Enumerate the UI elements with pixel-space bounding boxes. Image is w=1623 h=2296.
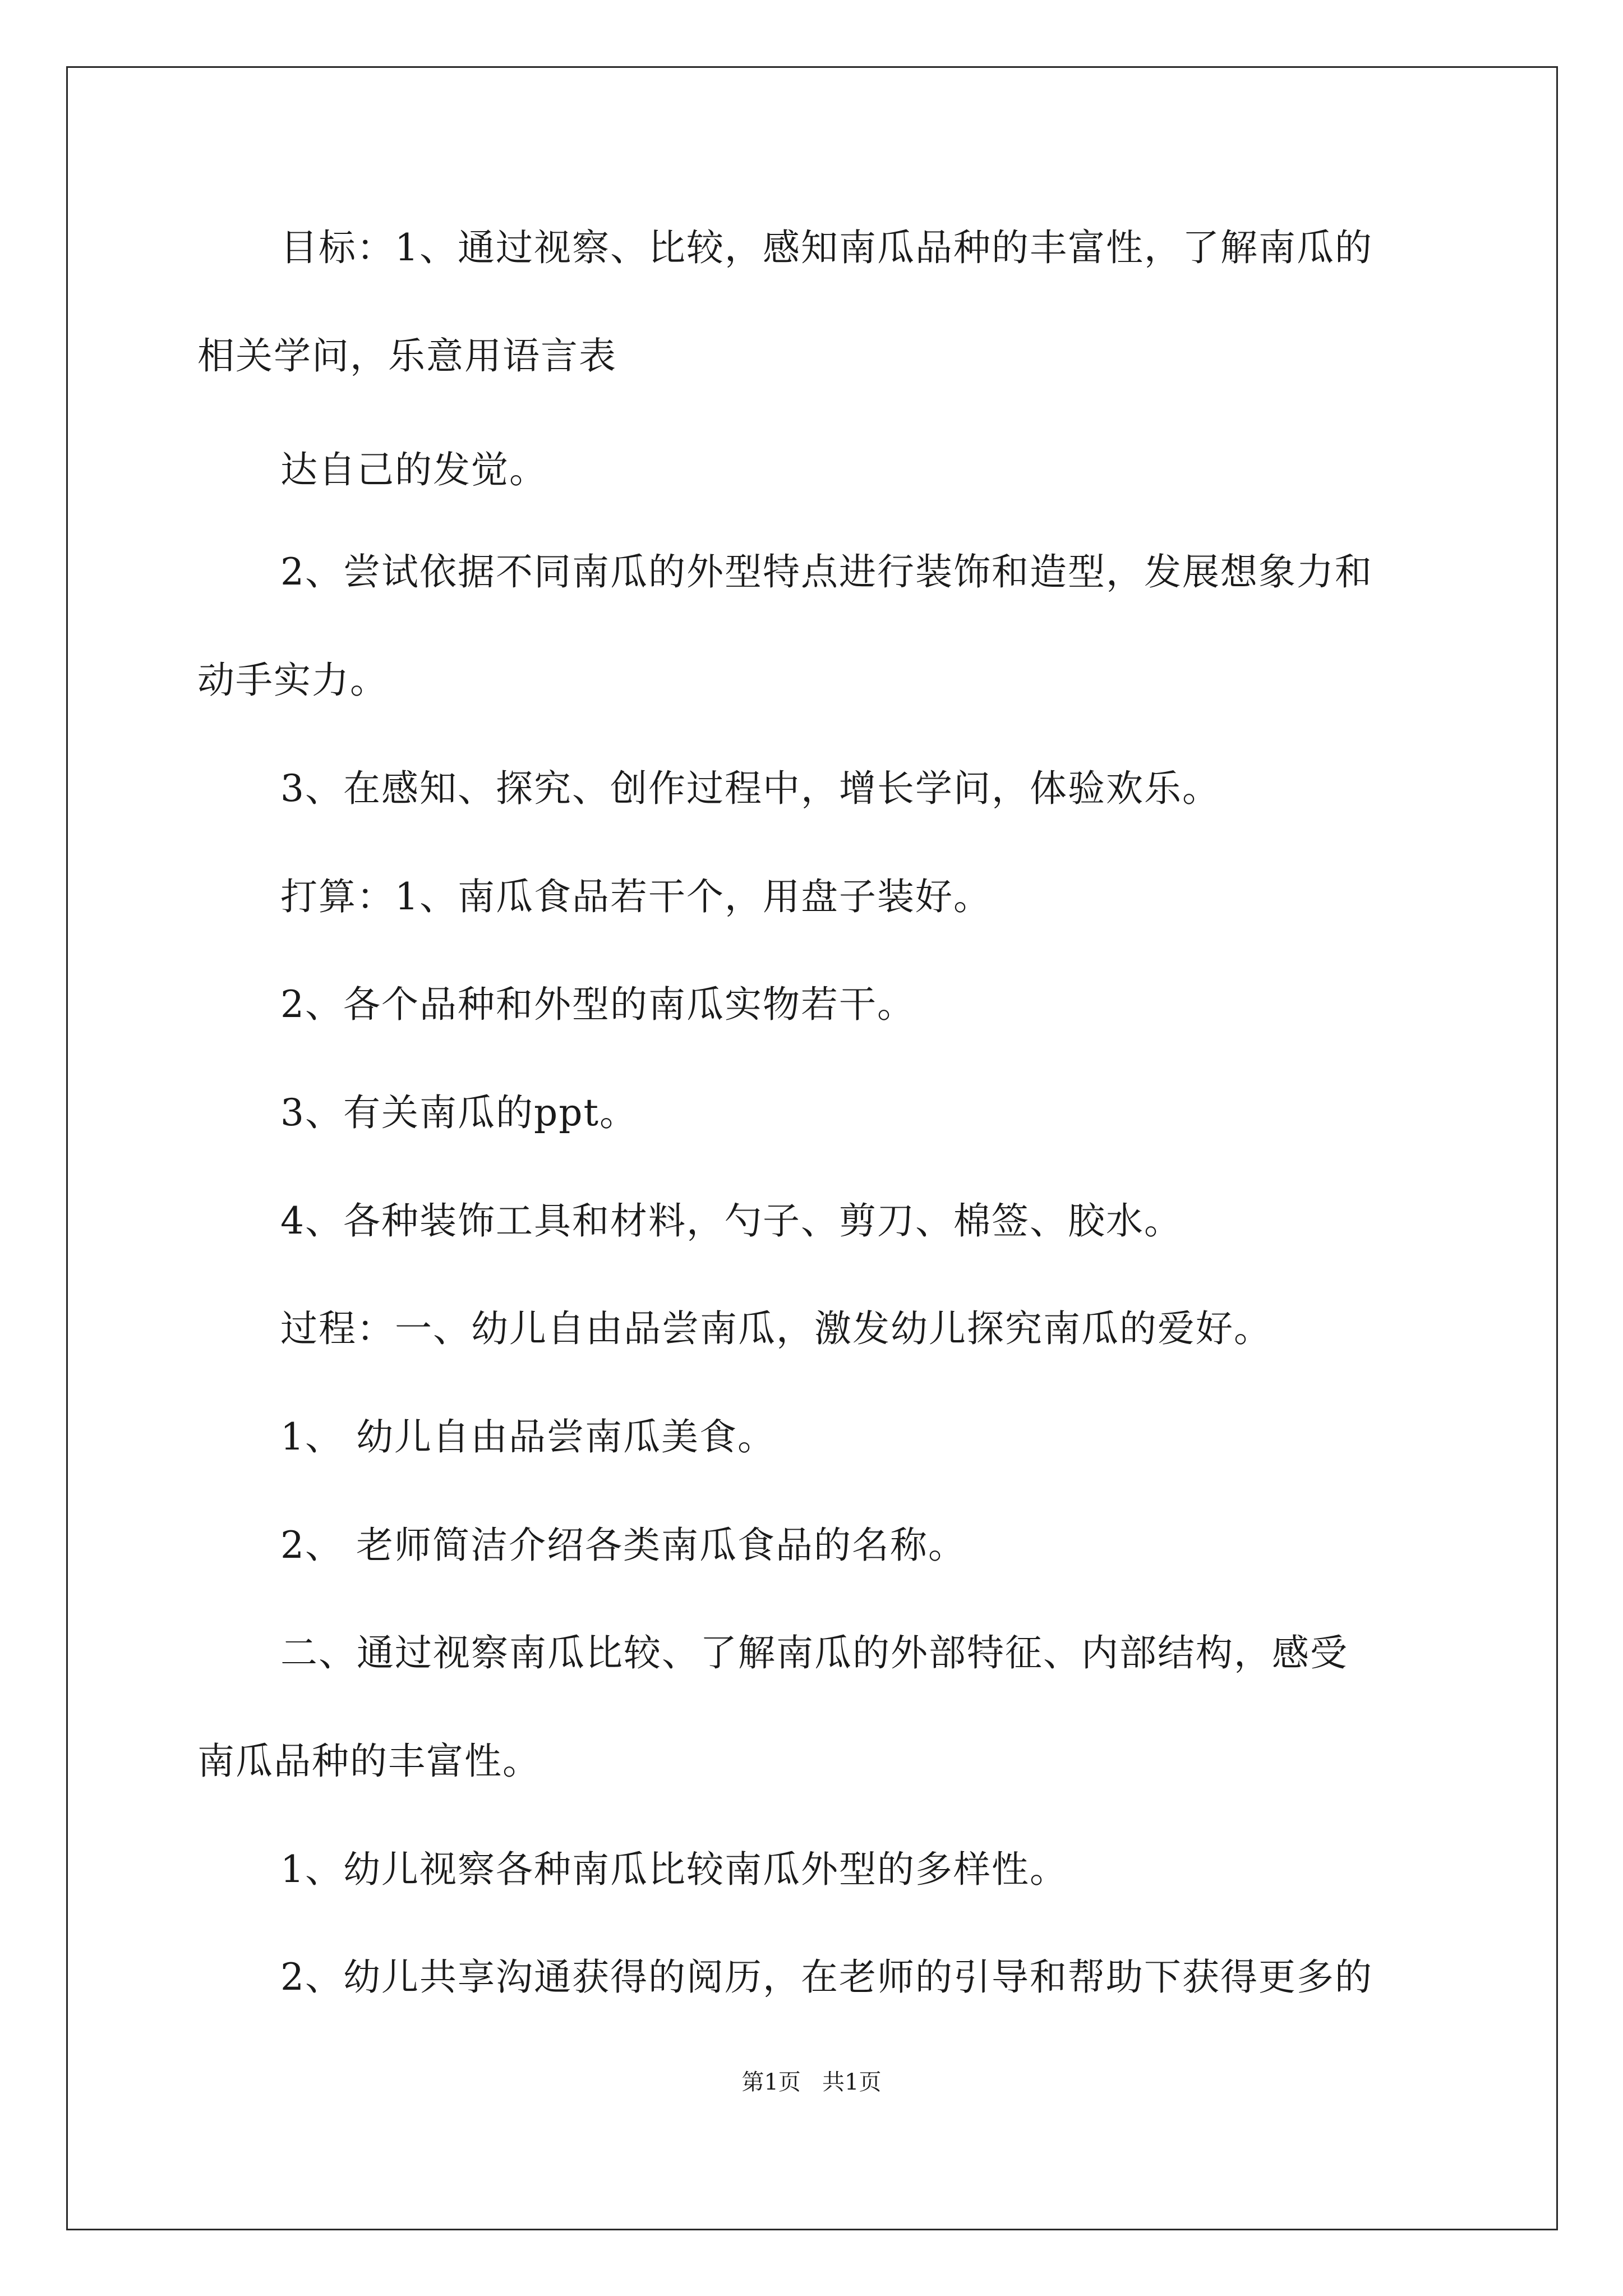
page-footer: 第1页 共1页	[741, 2069, 882, 2095]
page-border	[66, 66, 1558, 2230]
text-line-process-2-1: 1、幼儿视察各种南瓜比较南瓜外型的多样性。	[280, 1848, 1068, 1891]
text-line-process-2-cont: 南瓜品种的丰富性。	[197, 1740, 541, 1783]
text-line-goal-3: 3、在感知、探究、创作过程中，增长学问，体验欢乐。	[280, 767, 1220, 810]
text-line-goal-2-cont: 动手实力。	[197, 659, 388, 702]
text-line-goal-2: 2、尝试依据不同南瓜的外型特点进行装饰和造型，发展想象力和	[280, 550, 1373, 593]
text-line-goal-1-end: 达自己的发觉。	[280, 448, 547, 491]
text-line-process-1: 过程：一、幼儿自由品尝南瓜，激发幼儿探究南瓜的爱好。	[280, 1307, 1272, 1350]
text-line-process-2-2: 2、幼儿共享沟通获得的阅历，在老师的引导和帮助下获得更多的	[280, 1955, 1373, 1999]
text-line-process-2: 二、通过视察南瓜比较、了解南瓜的外部特征、内部结构，感受	[280, 1631, 1348, 1674]
text-line-goal-1-cont: 相关学问，乐意用语言表	[197, 334, 617, 378]
text-line-prep-2: 2、各个品种和外型的南瓜实物若干。	[280, 983, 915, 1026]
text-line-prep-1: 打算：1、南瓜食品若干个，用盘子装好。	[280, 875, 992, 918]
text-line-goal-1: 目标：1、通过视察、比较，感知南瓜品种的丰富性，了解南瓜的	[280, 226, 1373, 269]
text-line-prep-3: 3、有关南瓜的ppt。	[280, 1091, 638, 1134]
text-line-process-1-2: 2、 老师简洁介绍各类南瓜食品的名称。	[280, 1524, 966, 1567]
text-line-process-1-1: 1、 幼儿自由品尝南瓜美食。	[280, 1415, 776, 1458]
text-line-prep-4: 4、各种装饰工具和材料，勺子、剪刀、棉签、胶水。	[280, 1199, 1182, 1243]
